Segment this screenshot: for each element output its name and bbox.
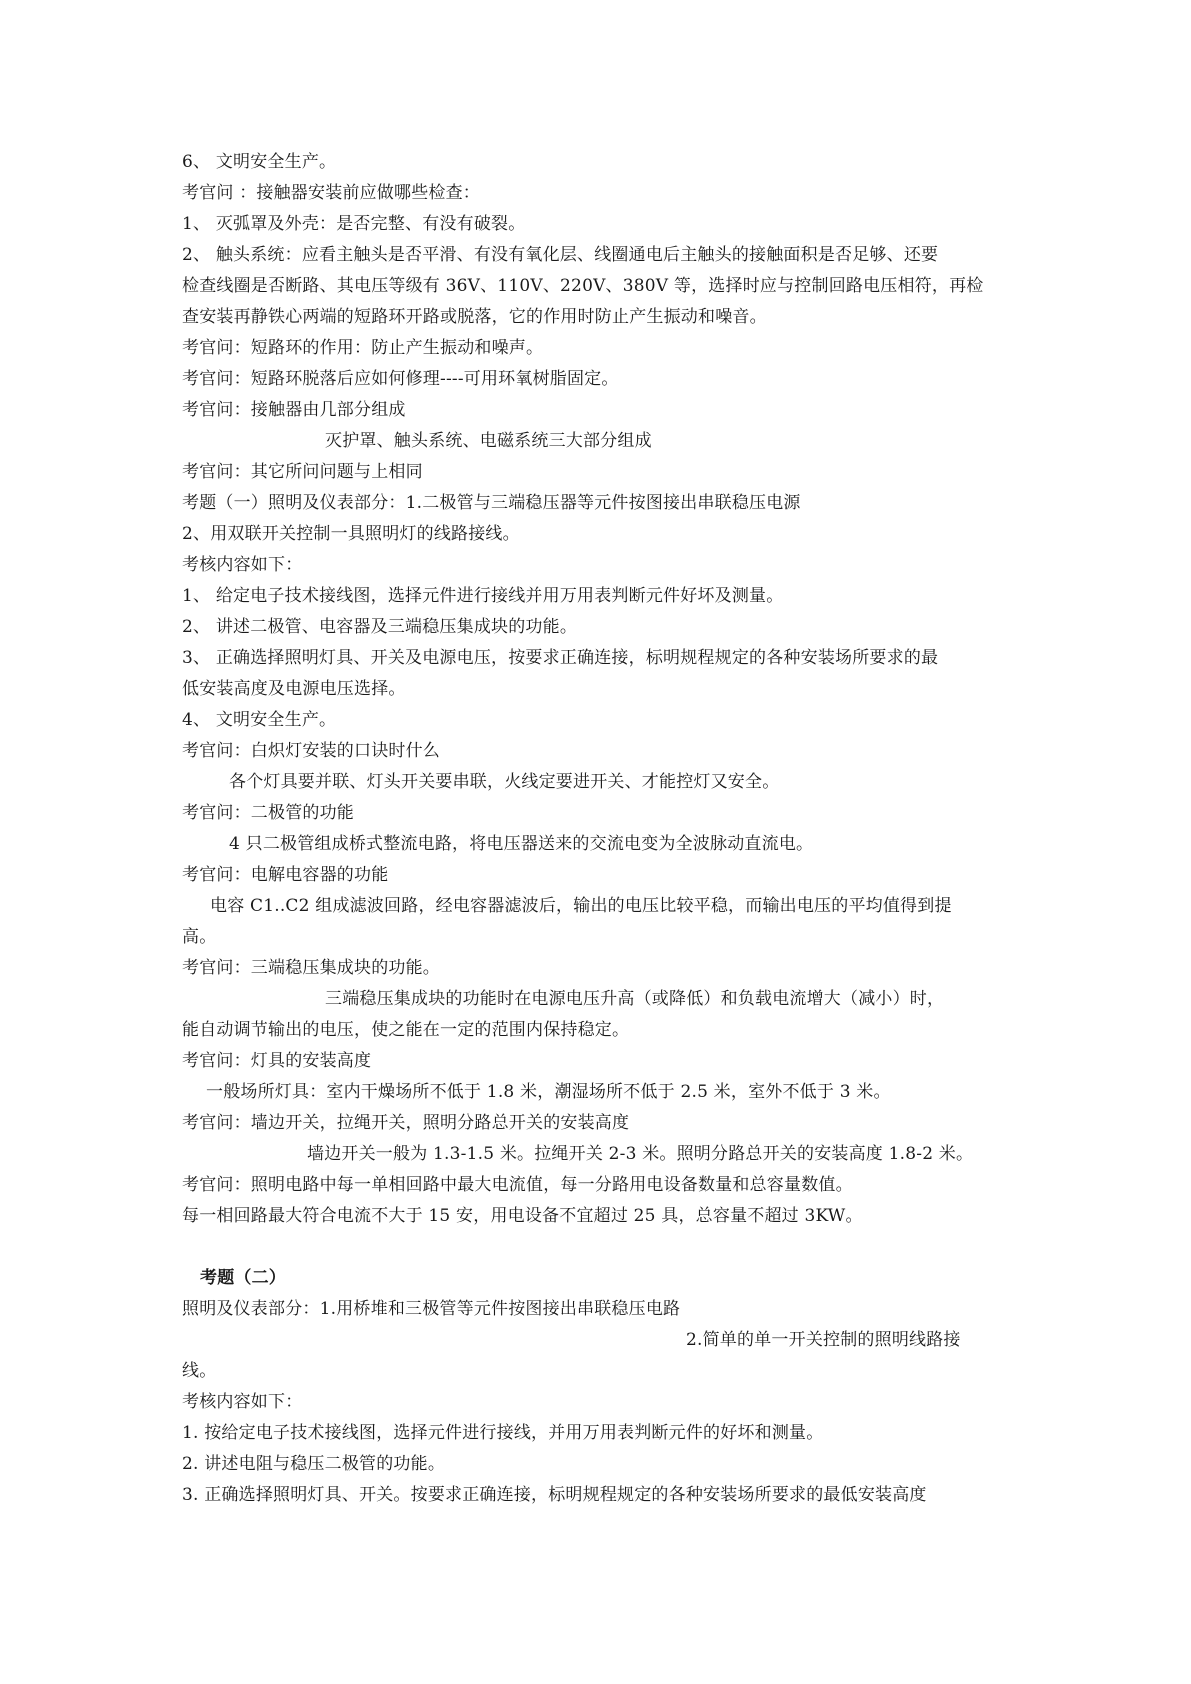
text-line: 1、 灭弧罩及外壳：是否完整、有没有破裂。: [182, 214, 526, 234]
text-line: 4 只二极管组成桥式整流电路，将电压器送来的交流电变为全波脉动直流电。: [229, 834, 814, 854]
text-line: 2、 讲述二极管、电容器及三端稳压集成块的功能。: [182, 617, 578, 637]
text-line: 考官问：接触器由几部分组成: [182, 400, 406, 420]
text-line: 一般场所灯具：室内干燥场所不低于 1.8 米，潮湿场所不低于 2.5 米，室外不低于 3 米。: [206, 1082, 891, 1102]
text-line: 考官问：其它所问问题与上相同: [182, 462, 423, 482]
text-line: 6、 文明安全生产。: [182, 152, 337, 172]
text-line: 4、 文明安全生产。: [182, 710, 337, 730]
text-line: 考官问：白炽灯安装的口诀时什么: [182, 741, 440, 761]
text-line: 3、 正确选择照明灯具、开关及电源电压，按要求正确连接，标明规程规定的各种安装场所要求的最: [182, 648, 939, 668]
text-line: 考官问：二极管的功能: [182, 803, 354, 823]
text-line: 线。: [182, 1361, 217, 1381]
text-line: 各个灯具要并联、灯头开关要串联，火线定要进开关、才能控灯又安全。: [229, 772, 780, 792]
text-line: 考官问：墙边开关，拉绳开关，照明分路总开关的安装高度: [182, 1113, 630, 1133]
text-line: 低安装高度及电源电压选择。: [182, 679, 406, 699]
text-line: 考官问：短路环脱落后应如何修理----可用环氧树脂固定。: [182, 369, 619, 389]
text-line: 考核内容如下：: [182, 555, 303, 575]
text-line: 考官问：短路环的作用：防止产生振动和噪声。: [182, 338, 544, 358]
text-line: 1、 给定电子技术接线图，选择元件进行接线并用万用表判断元件好坏及测量。: [182, 586, 784, 606]
text-line: 2. 讲述电阻与稳压二极管的功能。: [182, 1454, 446, 1474]
text-line: 照明及仪表部分：1.用桥堆和三极管等元件按图接出串联稳压电路: [182, 1299, 681, 1319]
text-line: 考官问：电解电容器的功能: [182, 865, 389, 885]
text-line: 能自动调节输出的电压，使之能在一定的范围内保持稳定。: [182, 1020, 630, 1040]
text-line: 墙边开关一般为 1.3-1.5 米。拉绳开关 2-3 米。照明分路总开关的安装高度 1.8-2 米。: [307, 1144, 974, 1164]
text-line: 查安装再静铁心两端的短路环开路或脱落，它的作用时防止产生振动和噪音。: [182, 307, 767, 327]
text-line: 灭护罩、触头系统、电磁系统三大部分组成: [325, 431, 652, 451]
text-line: 考官问 ：接触器安装前应做哪些检查：: [182, 183, 481, 203]
section-heading: 考题（二）: [200, 1268, 286, 1288]
text-line: 考核内容如下：: [182, 1392, 303, 1412]
text-line: 检查线圈是否断路、其电压等级有 36V、110V、220V、380V 等，选择时应与控制回路电压相符，再检: [182, 276, 984, 296]
text-line: 考官问：灯具的安装高度: [182, 1051, 372, 1071]
text-line: 2、 触头系统：应看主触头是否平滑、有没有氧化层、线圈通电后主触头的接触面积是否足够、还要: [182, 245, 939, 265]
text-line: 电容 C1..C2 组成滤波回路，经电容器滤波后，输出的电压比较平稳，而输出电压的平均值得到提: [210, 896, 952, 916]
text-line: 考题（一）照明及仪表部分：1.二极管与三端稳压器等元件按图接出串联稳压电源: [182, 493, 801, 513]
text-line: 高。: [182, 927, 217, 947]
text-line: 3. 正确选择照明灯具、开关。按要求正确连接，标明规程规定的各种安装场所要求的最低安装高度: [182, 1485, 927, 1505]
text-line: 2、用双联开关控制一具照明灯的线路接线。: [182, 524, 520, 544]
text-line: 1. 按给定电子技术接线图，选择元件进行接线，并用万用表判断元件的好坏和测量。: [182, 1423, 824, 1443]
text-line: 考官问：照明电路中每一单相回路中最大电流值，每一分路用电设备数量和总容量数值。: [182, 1175, 853, 1195]
text-line: 每一相回路最大符合电流不大于 15 安，用电设备不宜超过 25 具，总容量不超过 3KW。: [182, 1206, 863, 1226]
text-line: 三端稳压集成块的功能时在电源电压升高（或降低）和负载电流增大（减小）时，: [325, 989, 945, 1009]
text-line: 2.简单的单一开关控制的照明线路接: [686, 1330, 961, 1350]
text-line: 考官问：三端稳压集成块的功能。: [182, 958, 440, 978]
